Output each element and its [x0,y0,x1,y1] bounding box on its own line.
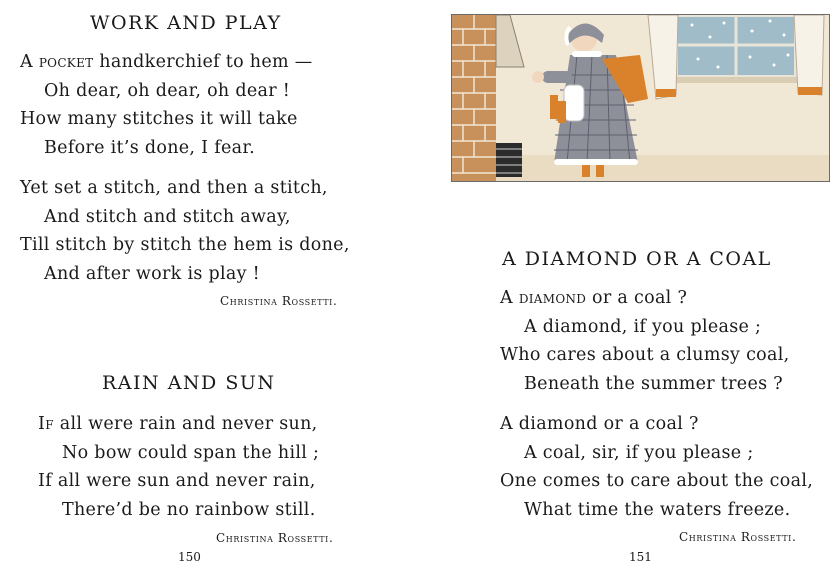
page-number: 150 [178,550,201,564]
poem-line: Yet set a stitch, and then a stitch, [20,178,328,198]
poem-line: Oh dear, oh dear, oh dear ! [44,80,291,101]
poem-line: How many stitches it will take [20,109,298,129]
poem-line: Before it’s done, I fear. [44,137,255,158]
author-credit: Christina Rossetti. [220,294,338,308]
stanza [38,410,319,524]
author-credit: Christina Rossetti. [679,530,797,544]
poem-title-rain-and-sun: RAIN AND SUN [102,372,276,394]
poem-line: Who cares about a clumsy coal, [500,345,790,365]
stanza [500,284,790,398]
poem-line: A diamond or a coal ? [500,414,699,434]
poem-line: No bow could span the hill ; [62,442,320,463]
poem-title-a-diamond-or-a-coal: A DIAMOND OR A COAL [502,248,772,270]
stanza [20,48,313,162]
poem-line: A pocket handkerchief to hem — [20,52,313,72]
right-page [418,0,837,573]
poem-line: A diamond, if you please ; [524,316,762,337]
poem-line: A diamond or a coal ? [500,288,688,308]
author-credit: Christina Rossetti. [216,531,334,545]
poem-line: And stitch and stitch away, [44,206,291,227]
poem-line: One comes to care about the coal, [500,471,814,491]
stanza [500,410,813,524]
poem-line: If all were rain and never sun, [38,414,318,434]
poem-line: And after work is play ! [44,263,261,284]
left-page [0,0,418,573]
poem-line: Beneath the summer trees ? [524,373,783,394]
poem-line: A coal, sir, if you please ; [524,442,754,463]
page-number: 151 [629,550,652,564]
poem-line: What time the waters freeze. [524,499,791,520]
stanza [20,174,350,288]
poem-title-work-and-play: WORK AND PLAY [90,12,282,34]
poem-line: There’d be no rainbow still. [62,499,316,520]
poem-line: If all were sun and never rain, [38,471,316,491]
poem-line: Till stitch by stitch the hem is done, [20,235,350,255]
